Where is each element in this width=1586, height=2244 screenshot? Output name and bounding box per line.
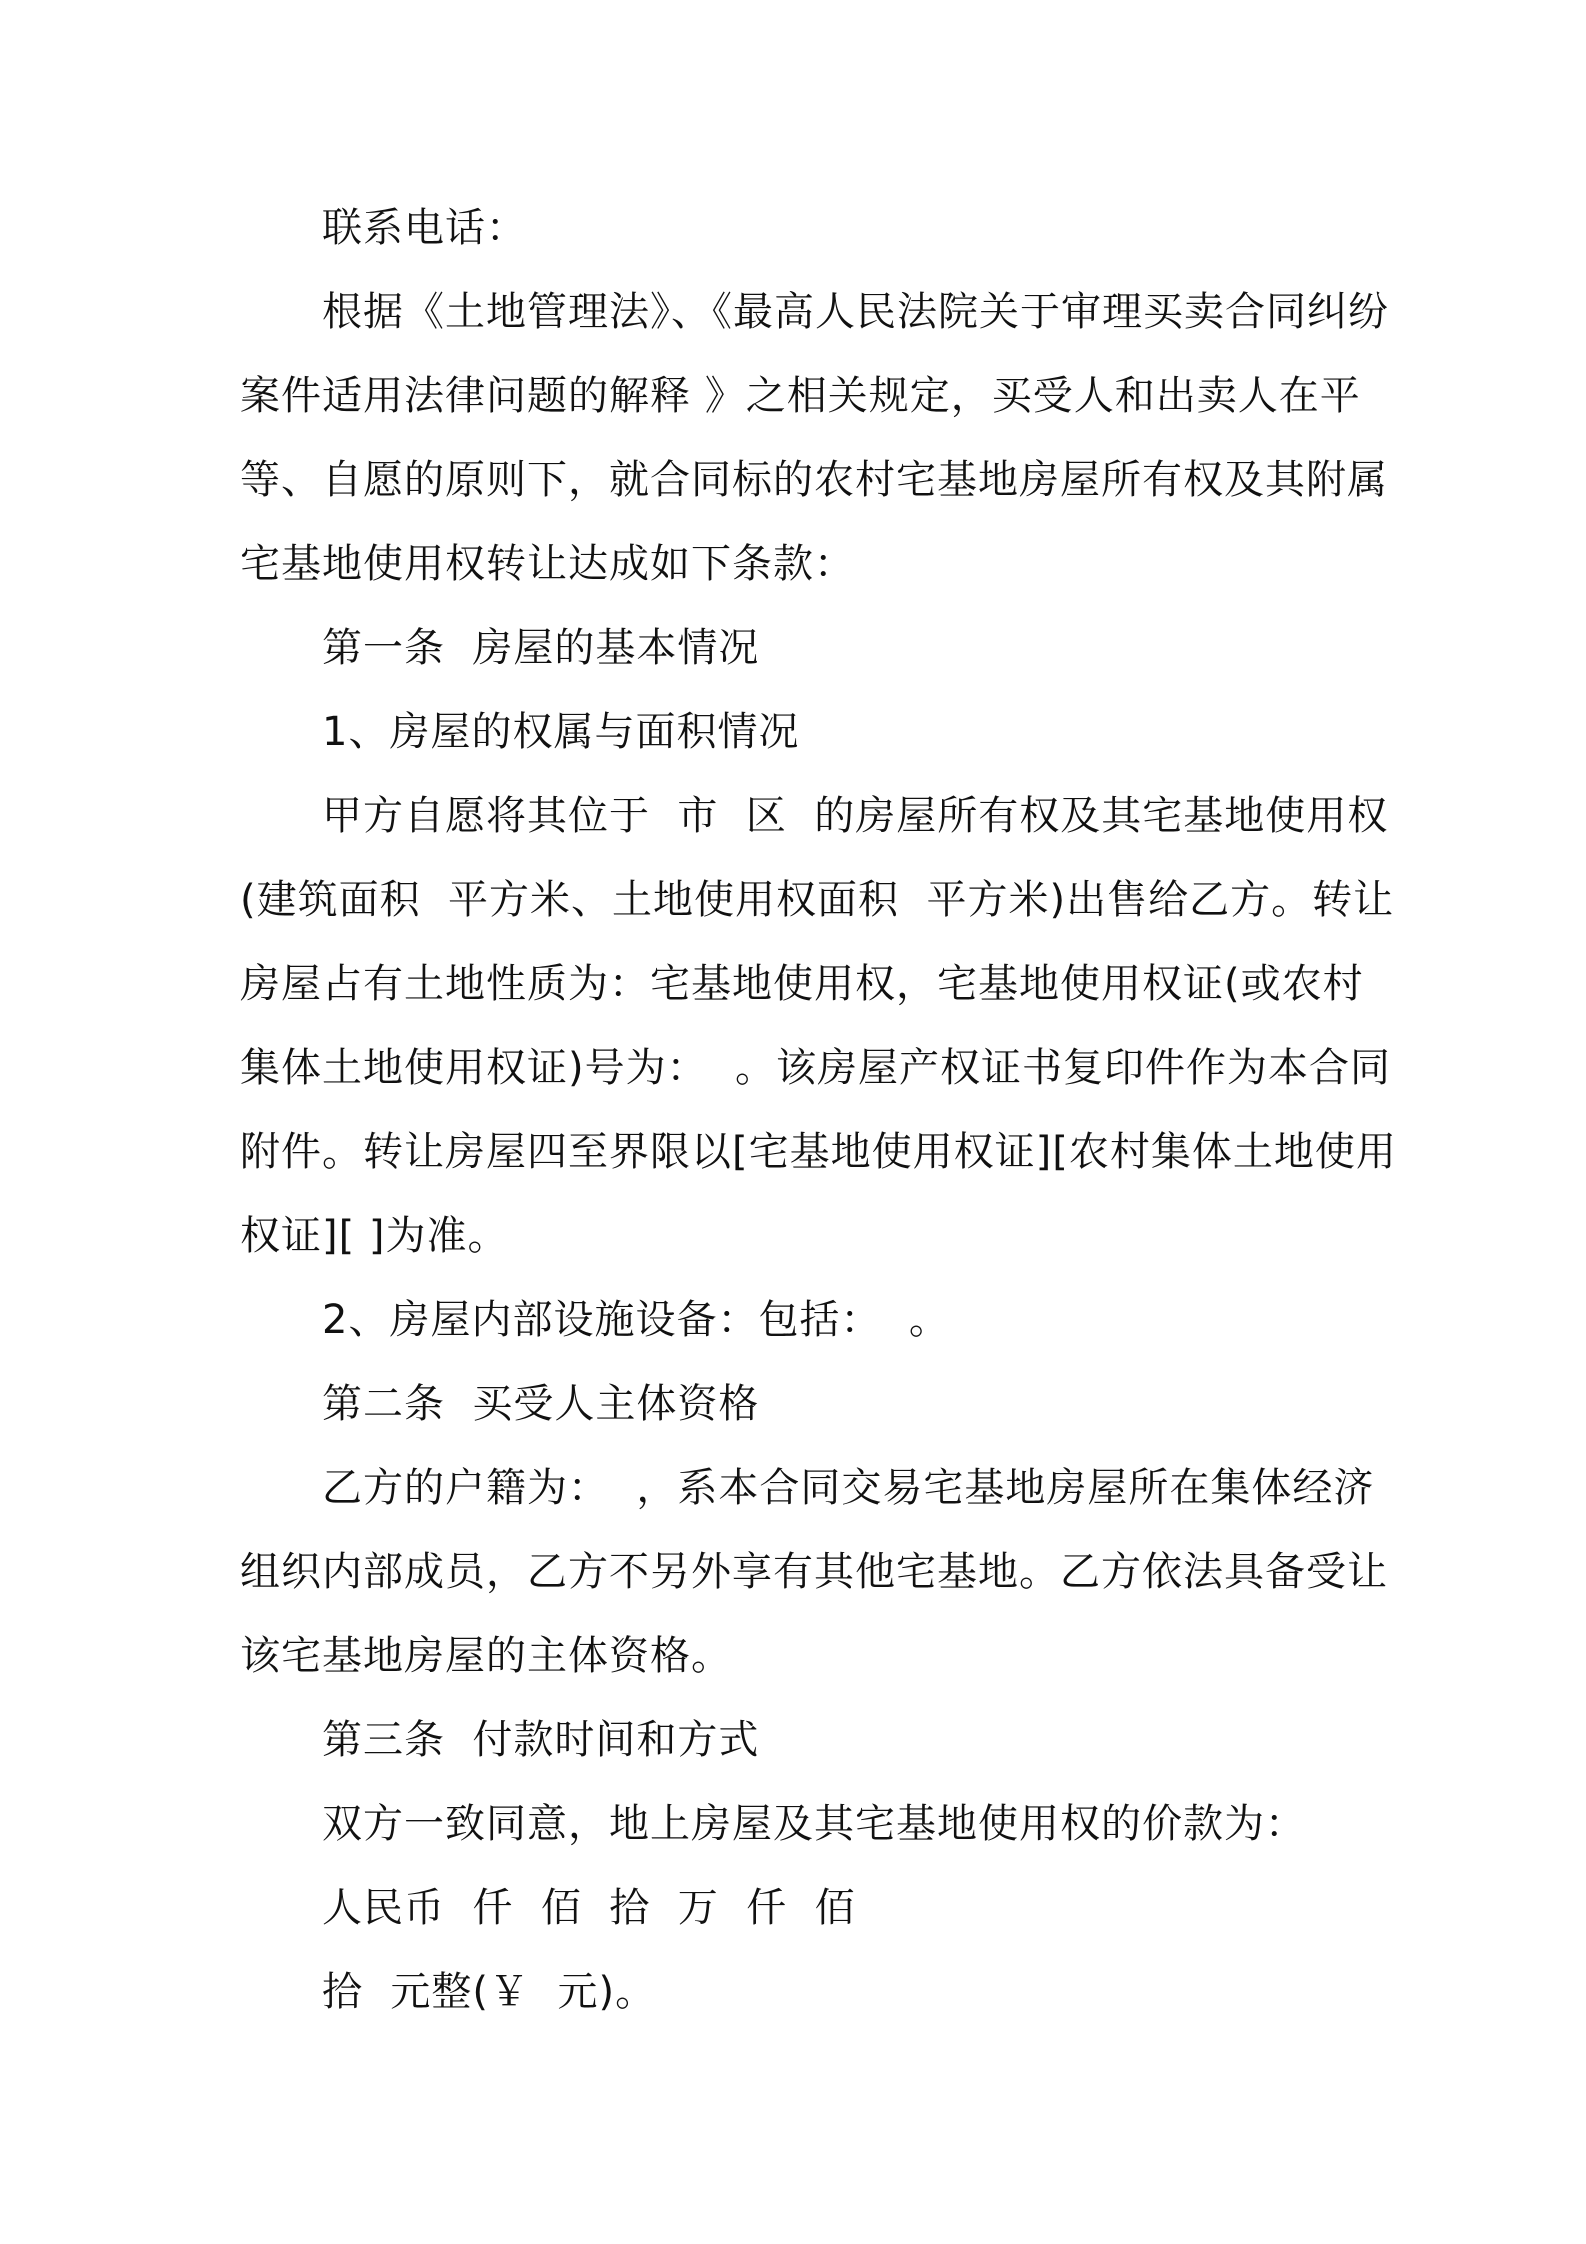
text-line: 组织内部成员，乙方不另外享有其他宅基地。乙方依法具备受让: [240, 1549, 1388, 1595]
text-line: 宅基地使用权转让达成如下条款：: [240, 541, 855, 587]
text-line: 根据《土地管理法》、《最高人民法院关于审理买卖合同纠纷: [322, 289, 1389, 335]
text-line-price-words: 人民币 仟 佰 拾 万 仟 佰: [322, 1885, 856, 1931]
text-line: 乙方的户籍为： ，系本合同交易宅基地房屋所在集体经济: [322, 1465, 1375, 1511]
text-line: 该宅基地房屋的主体资格。: [240, 1633, 732, 1679]
text-line: 权证][ ]为准。: [240, 1213, 509, 1259]
subheading-facilities: 2、房屋内部设施设备：包括： 。: [322, 1297, 950, 1343]
section-heading-article-3: 第三条 付款时间和方式: [322, 1717, 760, 1763]
text-line: 甲方自愿将其位于 市 区 的房屋所有权及其宅基地使用权: [322, 793, 1389, 839]
text-line: (建筑面积 平方米、土地使用权面积 平方米)出售给乙方。转让: [240, 877, 1395, 923]
text-line: 案件适用法律问题的解释 》之相关规定，买受人和出卖人在平: [240, 373, 1361, 419]
text-line-contact-phone: 联系电话：: [322, 205, 527, 251]
text-line: 附件。转让房屋四至界限以[宅基地使用权证][农村集体土地使用: [240, 1129, 1397, 1175]
section-heading-article-2: 第二条 买受人主体资格: [322, 1381, 760, 1427]
text-line: 集体土地使用权证)号为： 。该房屋产权证书复印件作为本合同: [240, 1045, 1392, 1091]
text-line: 双方一致同意，地上房屋及其宅基地使用权的价款为：: [322, 1801, 1306, 1847]
text-line-price-amount: 拾 元整(￥ 元)。: [322, 1969, 657, 2015]
text-line: 等、自愿的原则下，就合同标的农村宅基地房屋所有权及其附属: [240, 457, 1388, 503]
subheading-ownership-area: 1、房屋的权属与面积情况: [322, 709, 800, 755]
section-heading-article-1: 第一条 房屋的基本情况: [322, 625, 760, 671]
text-line: 房屋占有土地性质为：宅基地使用权，宅基地使用权证(或农村: [240, 961, 1364, 1007]
